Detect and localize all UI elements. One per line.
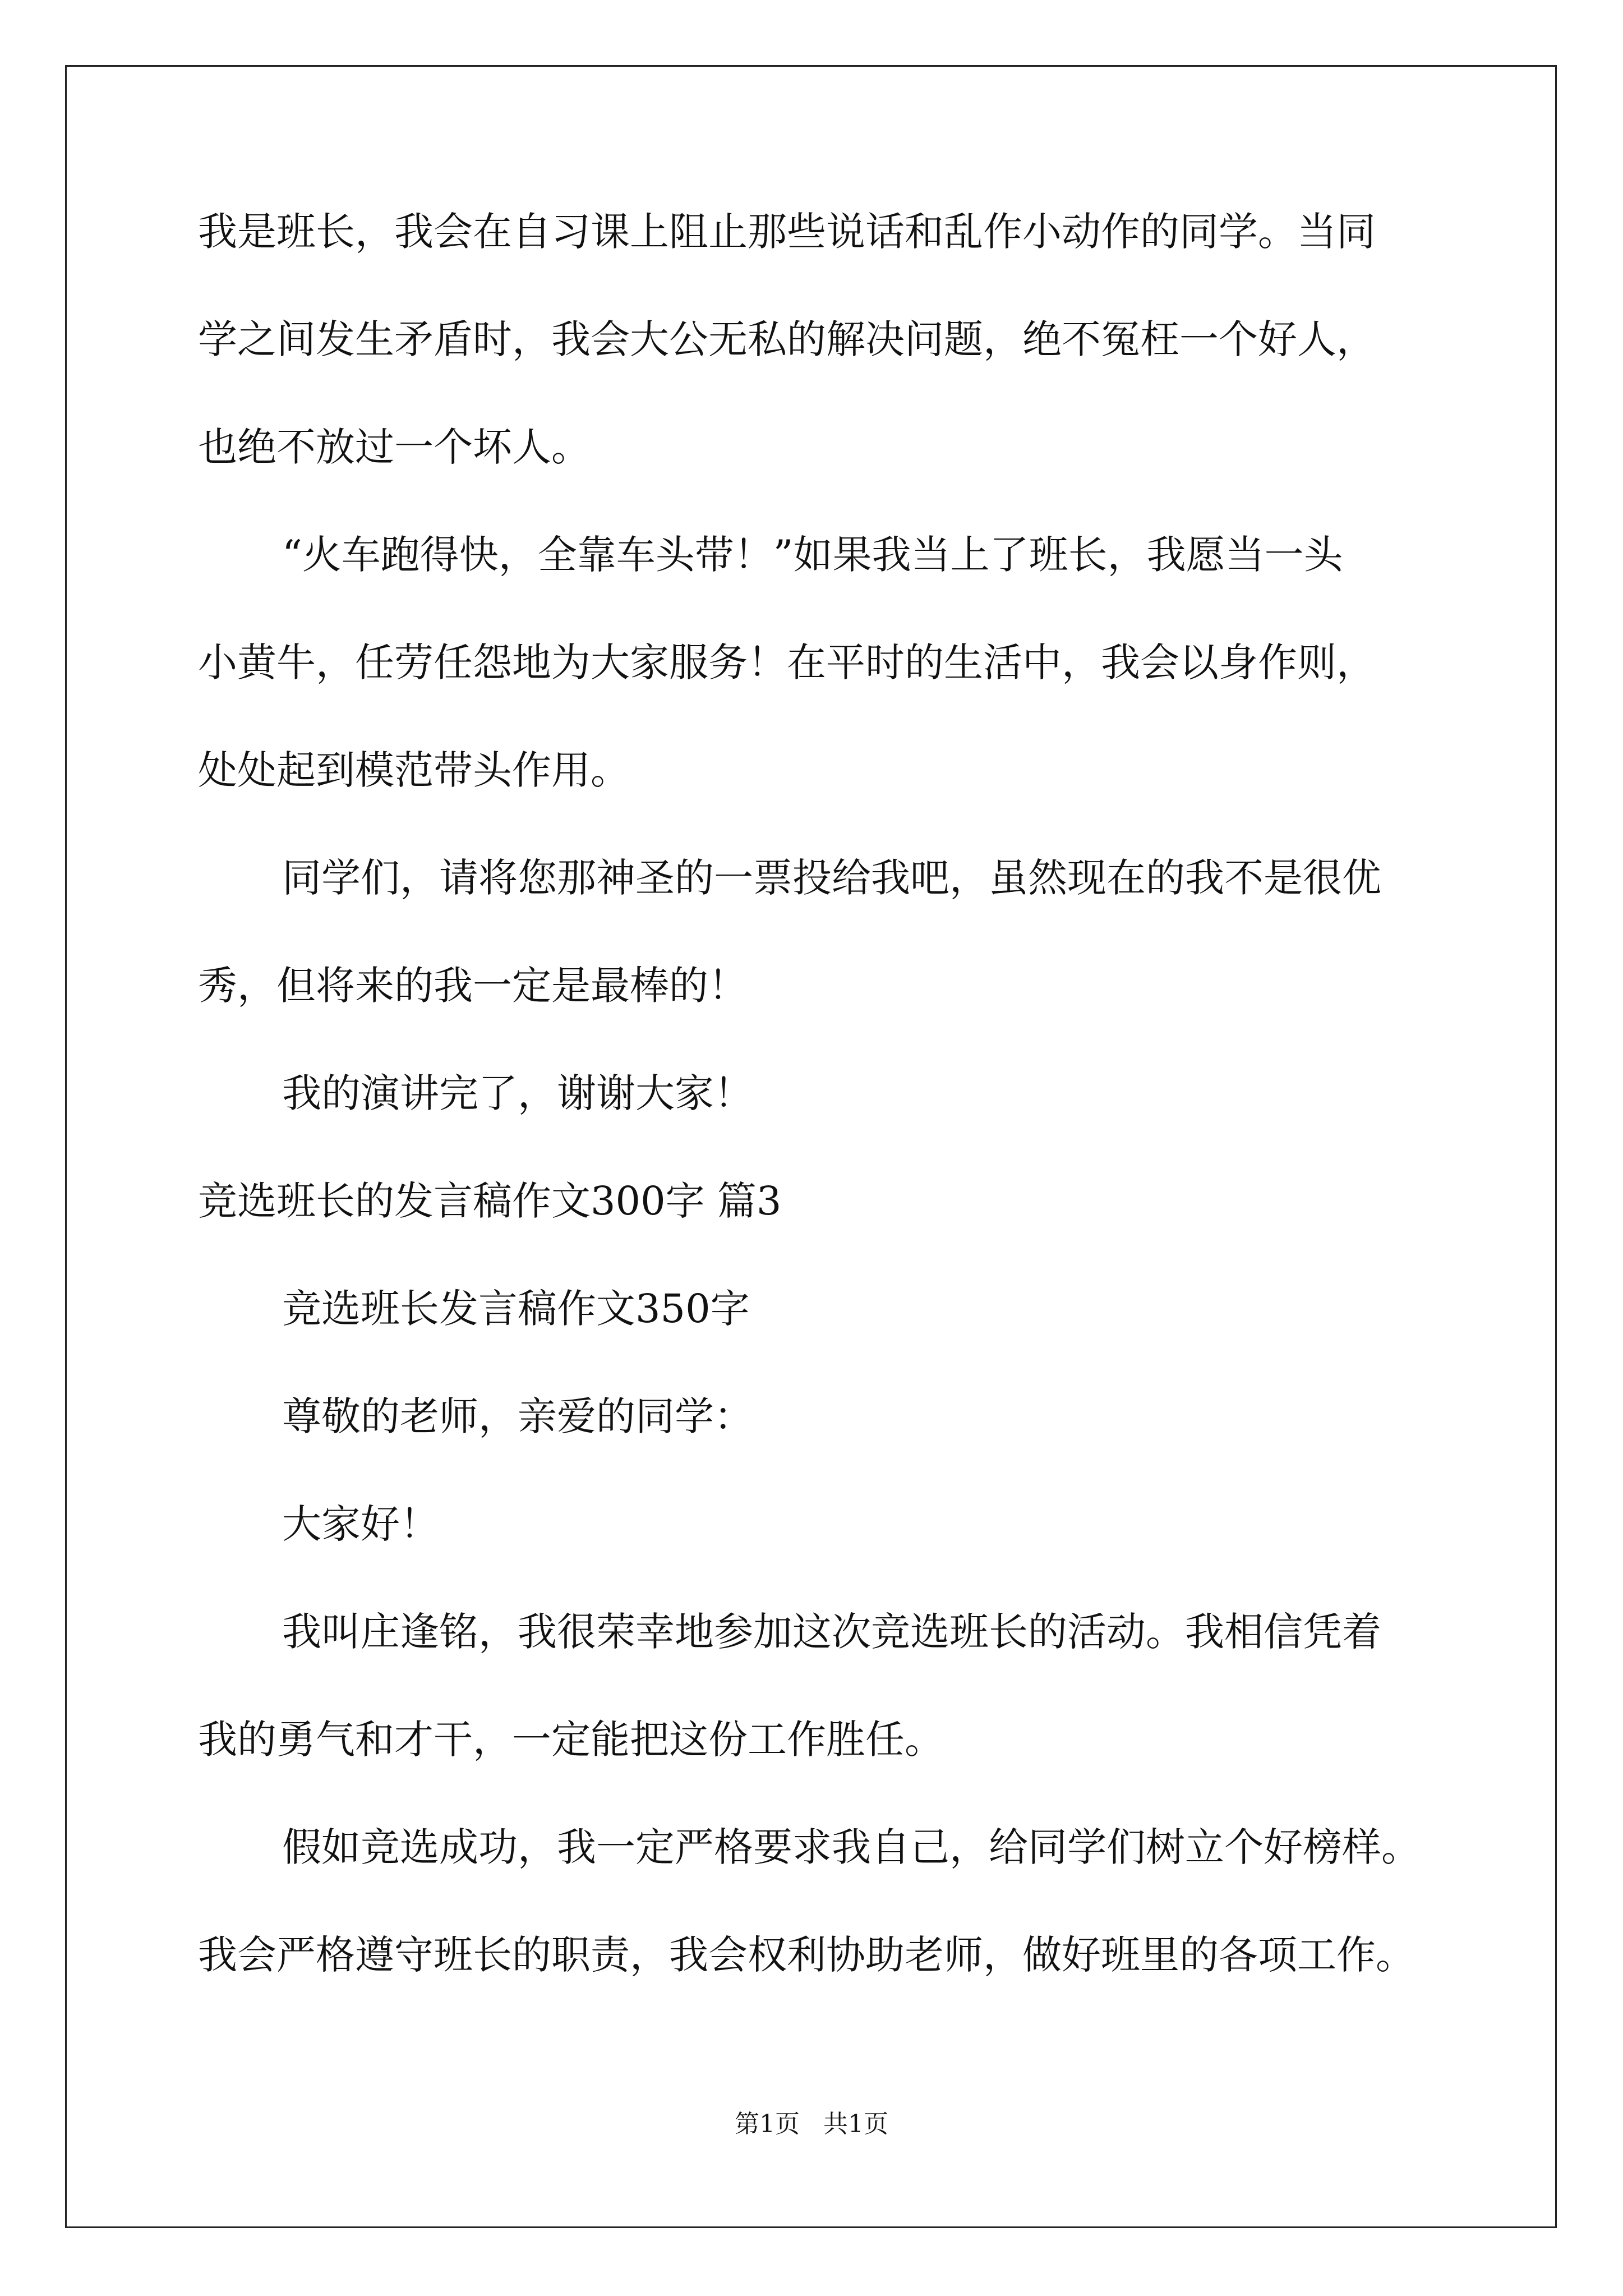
paragraph-line: 我的勇气和才干，一定能把这份工作胜任。: [198, 1717, 944, 1763]
paragraph-line: 我是班长，我会在自习课上阻止那些说话和乱作小动作的同学。当同: [198, 209, 1376, 255]
page-border: [65, 65, 1557, 2228]
paragraph-line: 我叫庄逢铭，我很荣幸地参加这次竞选班长的活动。我相信凭着: [282, 1609, 1381, 1655]
paragraph-line: 学之间发生矛盾时，我会大公无私的解决问题，绝不冤枉一个好人，: [198, 316, 1376, 362]
paragraph-line: 假如竞选成功，我一定严格要求我自己，给同学们树立个好榜样。: [282, 1824, 1421, 1870]
paragraph-line: “火车跑得快，全靠车头带！”如果我当上了班长，我愿当一头: [282, 532, 1343, 578]
page-footer: 第1页 共1页: [735, 2110, 888, 2138]
paragraph-line: 我会严格遵守班长的职责，我会权利协助老师，做好班里的各项工作。: [198, 1932, 1415, 1978]
paragraph-line: 秀，但将来的我一定是最棒的！: [198, 963, 748, 1009]
section-heading: 竞选班长的发言稿作文300字 篇3: [198, 1178, 782, 1224]
paragraph-line: 也绝不放过一个坏人。: [198, 424, 591, 470]
paragraph-line: 同学们，请将您那神圣的一票投给我吧，虽然现在的我不是很优: [282, 855, 1381, 901]
paragraph-line: 小黄牛，任劳任怨地为大家服务！在平时的生活中，我会以身作则，: [198, 639, 1376, 685]
paragraph-line: 处处起到模范带头作用。: [198, 747, 630, 793]
article-title: 竞选班长发言稿作文350字: [282, 1286, 750, 1332]
salutation: 尊敬的老师，亲爱的同学：: [282, 1393, 753, 1439]
greeting: 大家好！: [282, 1501, 439, 1547]
paragraph-line: 我的演讲完了，谢谢大家！: [282, 1070, 753, 1116]
